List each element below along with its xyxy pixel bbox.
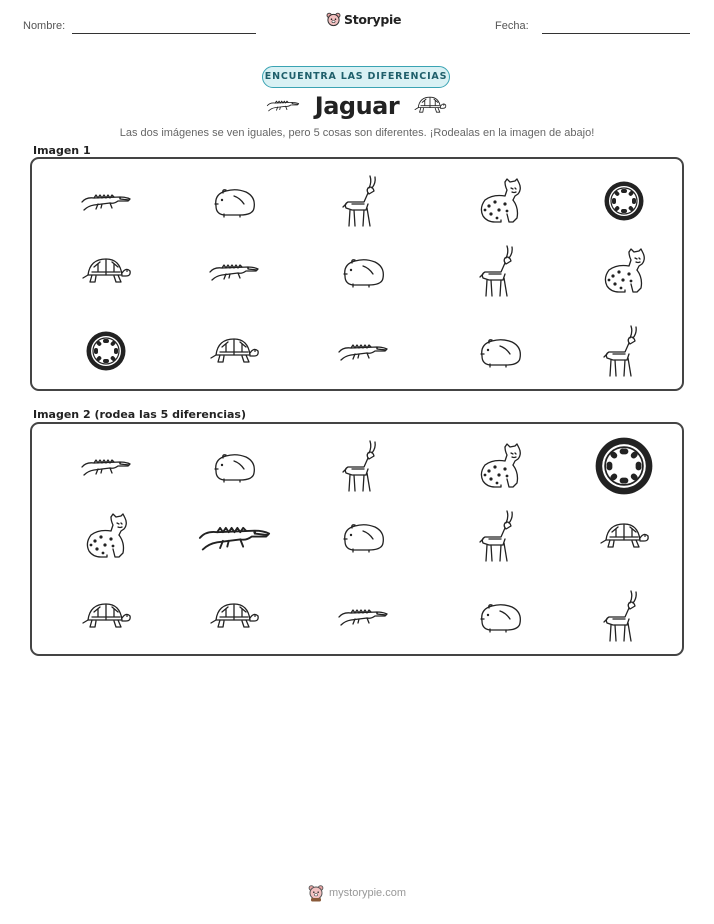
crocodile-icon[interactable]: [324, 586, 402, 646]
panel-1-label: Imagen 1: [33, 144, 91, 157]
turtle-icon: [67, 241, 145, 301]
ring-icon: [67, 321, 145, 381]
footer-url[interactable]: mystorypie.com: [328, 887, 407, 899]
gazelle-icon[interactable]: [324, 436, 402, 496]
ring-icon[interactable]: [585, 436, 663, 496]
hamster-icon[interactable]: [324, 506, 402, 566]
name-label: Nombre:: [23, 20, 66, 32]
turtle-icon[interactable]: [585, 506, 663, 566]
turtle-icon[interactable]: [195, 586, 273, 646]
gazelle-icon[interactable]: [585, 586, 663, 646]
crocodile-icon[interactable]: [67, 436, 145, 496]
date-line[interactable]: [542, 33, 690, 34]
storypie-bear-logo-icon: [308, 884, 324, 902]
brand-name: Storypie: [344, 12, 402, 27]
gazelle-icon: [461, 241, 539, 301]
jaguar-icon[interactable]: [67, 506, 145, 566]
hamster-icon[interactable]: [195, 436, 273, 496]
jaguar-icon: [585, 241, 663, 301]
gazelle-icon: [585, 321, 663, 381]
image-1-panel: [30, 157, 684, 391]
instructions-text: Las dos imágenes se ven iguales, pero 5 cosas son diferentes. ¡Rodealas en la imagen de abajo!: [119, 127, 595, 139]
brand-logo: [326, 12, 401, 27]
page-title: Jaguar: [314, 92, 400, 120]
gazelle-icon[interactable]: [461, 506, 539, 566]
image-2-panel[interactable]: [30, 422, 684, 656]
panel-2-label: Imagen 2 (rodea las 5 diferencias): [33, 408, 247, 421]
date-label: Fecha:: [495, 20, 529, 32]
crocodile-icon: [195, 241, 273, 301]
hamster-icon: [195, 171, 273, 231]
storypie-bear-logo-icon: [326, 12, 341, 27]
turtle-icon[interactable]: [67, 586, 145, 646]
hamster-icon[interactable]: [461, 586, 539, 646]
turtle-icon: [413, 94, 447, 116]
turtle-icon: [195, 321, 273, 381]
jaguar-icon[interactable]: [461, 436, 539, 496]
hamster-icon: [324, 241, 402, 301]
footer: [0, 884, 714, 902]
gazelle-icon: [324, 171, 402, 231]
hamster-icon: [461, 321, 539, 381]
name-line[interactable]: [72, 33, 256, 34]
crocodile-icon: [324, 321, 402, 381]
crocodile-icon[interactable]: [195, 506, 273, 566]
ring-icon: [585, 171, 663, 231]
crocodile-icon: [67, 171, 145, 231]
activity-badge: ENCUENTRA LAS DIFERENCIAS: [262, 66, 450, 88]
jaguar-icon: [461, 171, 539, 231]
